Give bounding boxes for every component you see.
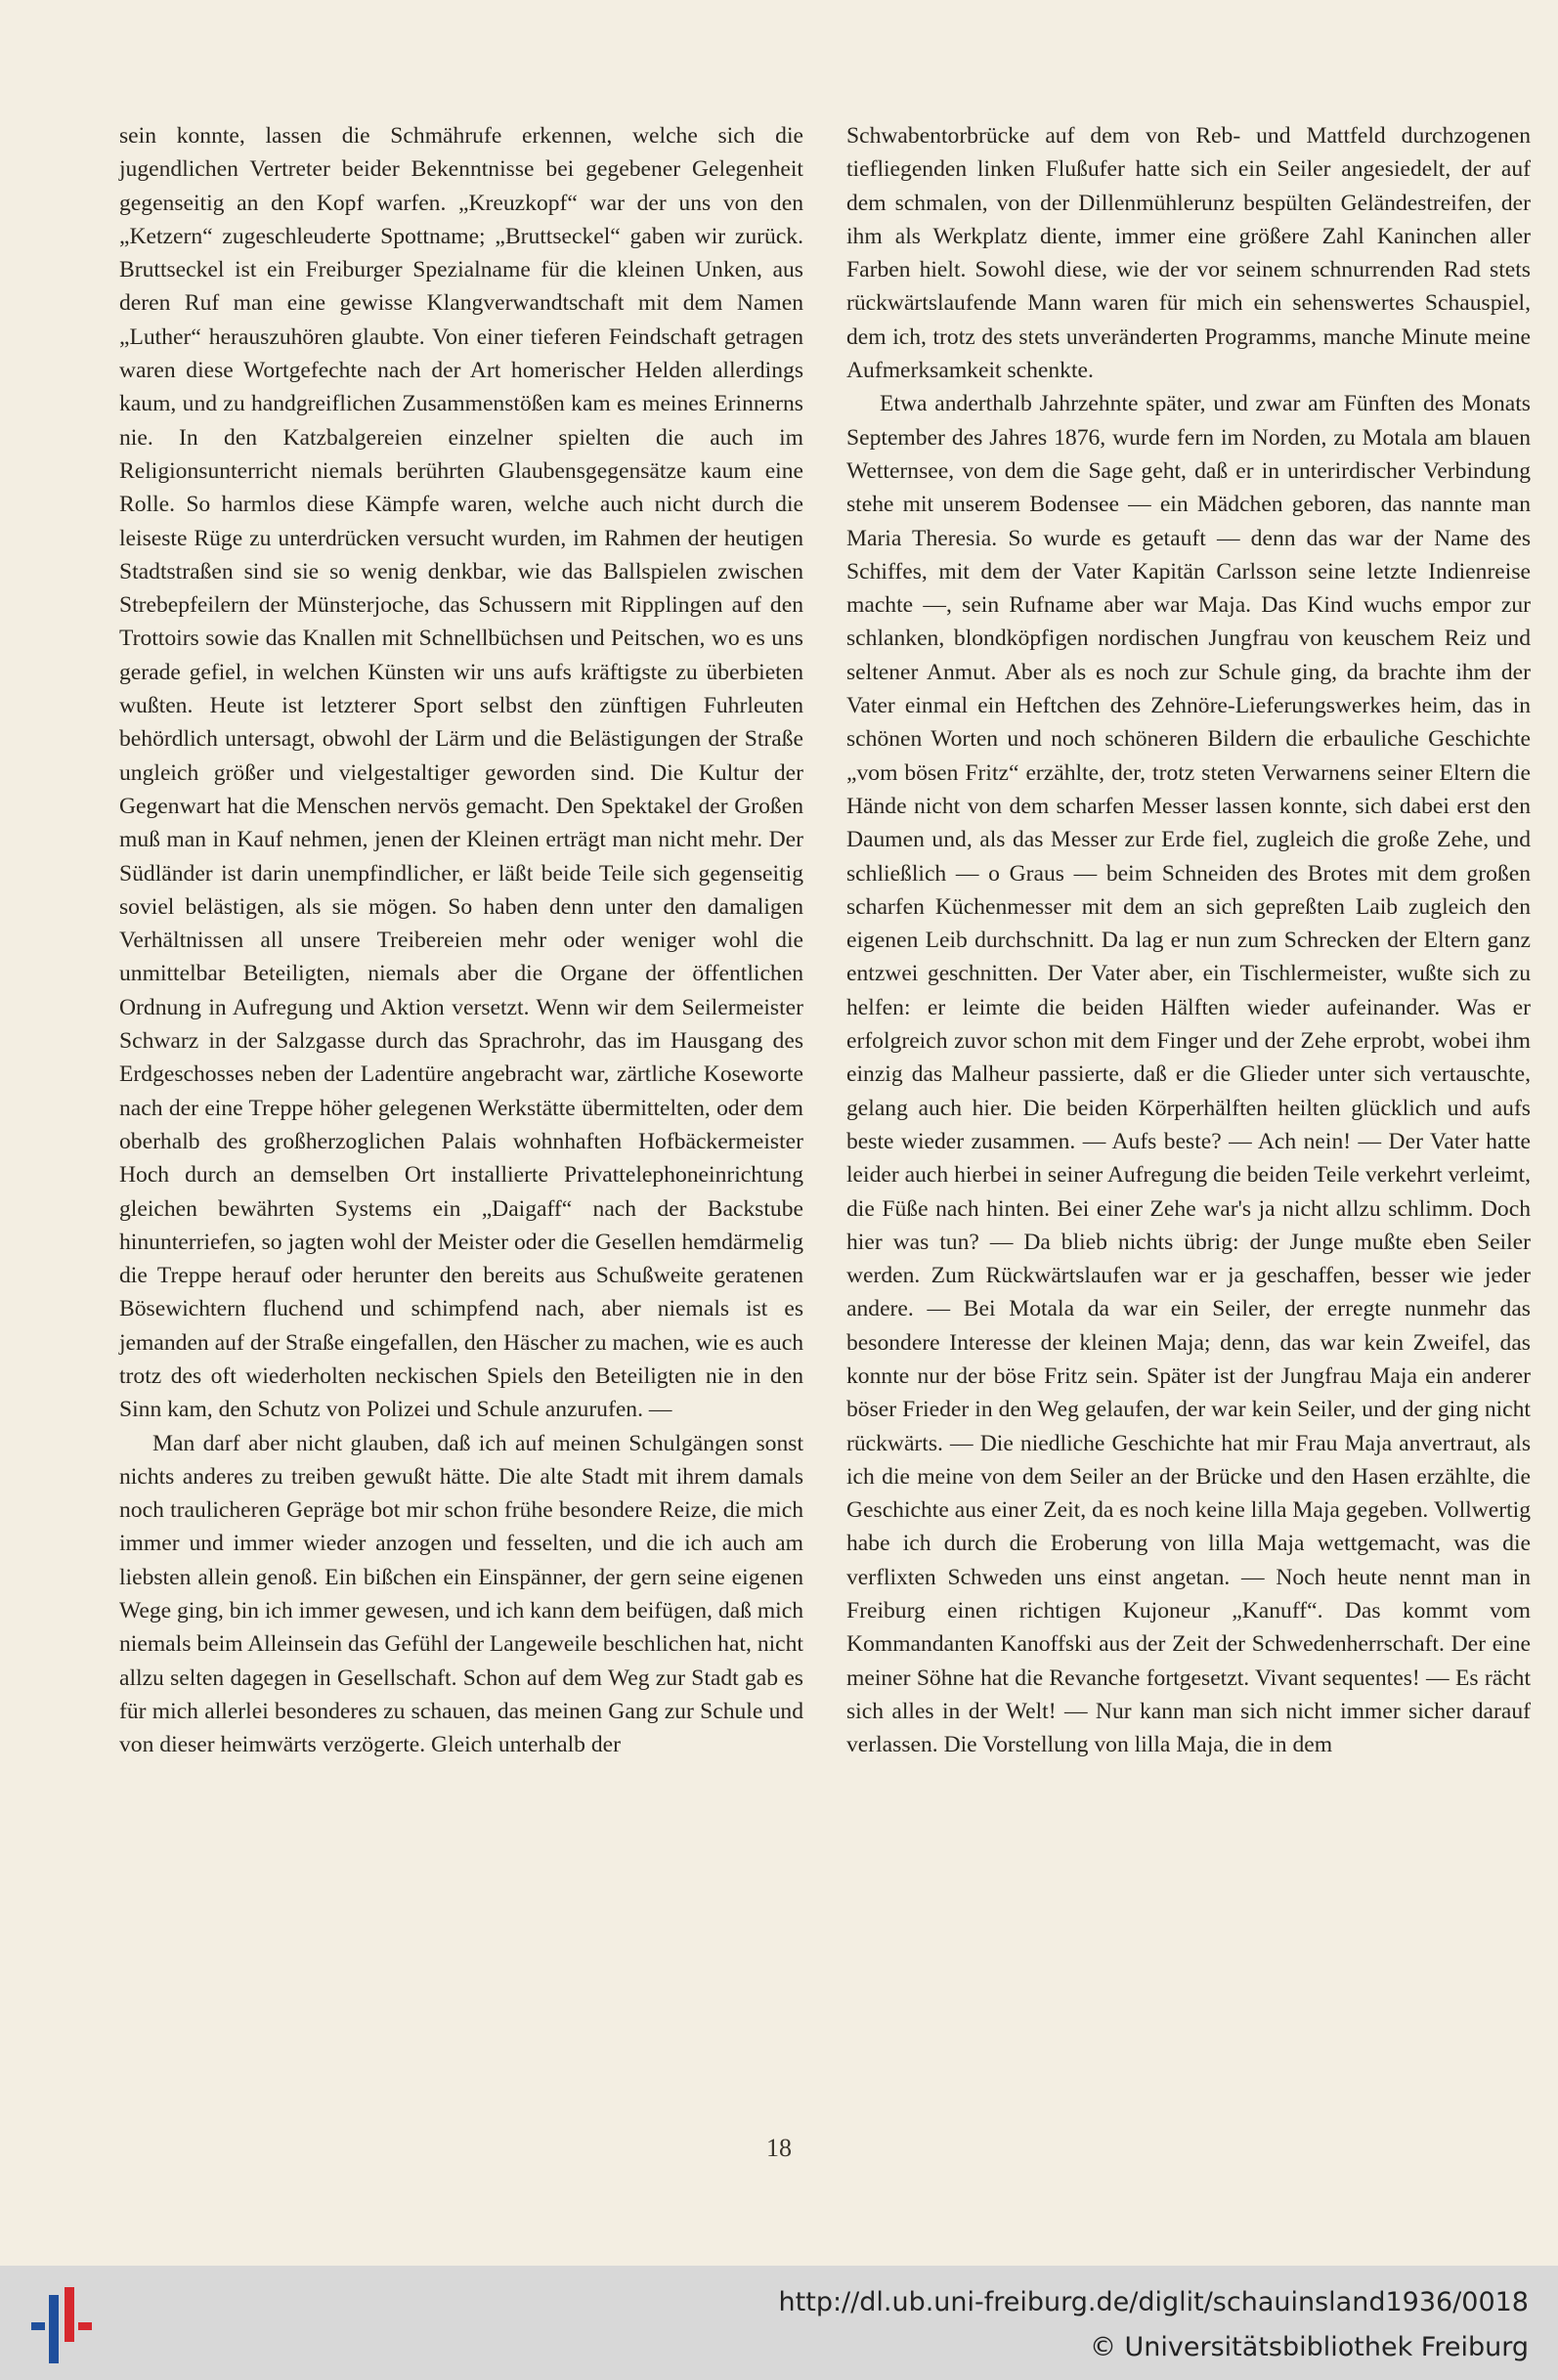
paragraph: Man darf aber nicht glauben, daß ich auf meinen Schulgängen sonst nichts anderes zu treiben gewußt hätte. Die alte Stadt mit ihrem damals noch traulicheren Gepräge bot mir schon frühe besondere Reize, die mich immer und immer wieder anzogen und fesselten, und die ich auch am liebsten allein genoß. Ein bißchen ein Einspänner, der gern seine eigenen Wege ging, bin ich immer gewesen, und ich kann dem beifügen, daß mich niemals beim Alleinsein das Gefühl der Langeweile beschlichen hat, nicht allzu selten dagegen in Gesellschaft. Schon auf dem Weg zur Stadt gab es für mich allerlei besonderes zu schauen, das meinen Gang zur Schule und von dieser heimwärts verzögerte. Gleich unterhalb der — [119, 1430, 803, 1758]
paragraph: Etwa anderthalb Jahrzehnte später, und zwar am Fünften des Monats September des Jahres 1876, wurde fern im Norden, zu Motala am blauen Wetternsee, von dem die Sage geht, daß er in unterirdischer Verbindung stehe mit unserem Bodensee — ein Mädchen geboren, das nannte man Maria Theresia. So wurde es getauft — denn das war der Name des Schiffes, mit dem der Vater Kapitän Carlsson seine letzte Indienreise machte —, sein Rufname aber war Maja. Das Kind wuchs empor zur schlanken, blondköpfigen nordischen Jungfrau von keuschem Reiz und seltener Anmut. Aber als es noch zur Schule ging, da brachte ihm der Vater einmal ein Heftchen des Zehnöre-Lieferungswerkes heim, das in schönen Worten und noch schöneren Bildern die erbauliche Geschichte „vom bösen Fritz“ erzählte, der, trotz steten Verwarnens seiner Eltern die Hände nicht von dem scharfen Messer lassen konnte, sich dabei erst den Daumen und, als das Messer zur Erde fiel, zugleich die große Zehe, und schließlich — o Graus — beim Schneiden des Brotes mit dem großen scharfen Küchenmesser mit dem an sich gepreßten Laib zugleich den eigenen Leib durchschnitt. Da lag er nun zum Schrecken der Eltern ganz entzwei geschnitten. Der Vater aber, ein Tischlermeister, wußte sich zu helfen: er leimte die beiden Hälften wieder aufeinander. Was er erfolgreich zuvor schon mit dem Finger und der Zehe erprobt, wobei ihm einzig das Malheur passierte, daß er die Glieder unter sich vertauschte, gelang auch hier. Die beiden Körperhälften heilten glücklich und aufs beste wieder zusammen. — Aufs beste? — Ach nein! — Der Vater hatte leider auch hierbei in seiner Aufregung die beiden Teile verkehrt verleimt, die Füße nach hinten. Bei einer Zehe war's ja nicht allzu schlimm. Doch hier was tun? — Da blieb nichts übrig: der Junge mußte eben Seiler werden. Zum Rückwärtslaufen war er ja geschaffen, besser wie jeder andere. — Bei Motala da war ein Seiler, der erregte nunmehr das besondere Interesse der kleinen Maja; denn, das war kein Zweifel, das konnte nur der böse Fritz sein. Später ist der Jungfrau Maja ein anderer böser Frieder in den Weg gelaufen, der war kein Seiler, und der ging nicht rückwärts. — Die niedliche Geschichte hat mir Frau Maja anvertraut, als ich die meine von dem Seiler an der Brücke und den Hasen erzählte, die Geschichte aus einer Zeit, da es noch keine lilla Maja gegeben. Vollwertig habe ich durch die Eroberung von lilla Maja wettgemacht, was die verflixten Schweden uns einst angetan. — Noch heute nennt man in Freiburg einen richtigen Kujoneur „Kanuff“. Das kommt vom Kommandanten Kanoffski aus der Zeit der Schwedenherrschaft. Der eine meiner Söhne hat die Revanche fortgesetzt. Vivant sequentes! — Es rächt sich alles in der Welt! — Nur kann man sich nicht immer sicher darauf verlassen. Die Vorstellung von lilla Maja, die in dem — [846, 391, 1531, 1758]
source-url-link[interactable]: http://dl.ub.uni-freiburg.de/diglit/schauinsland1936/0018 — [778, 2287, 1529, 2317]
copyright-notice: © Universitätsbibliothek Freiburg — [1089, 2332, 1529, 2362]
page-number: 18 — [766, 2134, 792, 2162]
paragraph: sein konnte, lassen die Schmährufe erkennen, welche sich die jugendlichen Vertreter beider Bekenntnisse bei gegebener Gelegenheit gegenseitig an den Kopf warfen. „Kreuzkopf“ war der uns von den „Ketzern“ zugeschleuderte Spottname; „Bruttseckel“ gaben wir zurück. Bruttseckel ist ein Freiburger Spezialname für die kleinen Unken, aus deren Ruf man eine gewisse Klangverwandtschaft mit dem Namen „Luther“ herauszuhören glaubte. Von einer tieferen Feindschaft getragen waren diese Wortgefechte nach der Art homerischer Helden allerdings kaum, und zu handgreiflichen Zusammenstößen kam es meines Erinnerns nie. In den Katzbalgereien einzelner spielten die auch im Religionsunterricht niemals berührten Glaubensgegensätze kaum eine Rolle. So harmlos diese Kämpfe waren, welche auch nicht durch die leiseste Rüge zu unterdrücken versucht wurden, im Rahmen der heutigen Stadtstraßen sind sie so wenig denkbar, wie das Ballspielen zwischen Strebepfeilern der Münsterjoche, das Schussern mit Ripplingen auf den Trottoirs sowie das Knallen mit Schnellbüchsen und Peitschen, wo es uns gerade gefiel, in welchen Künsten wir uns aufs kräftigste zu überbieten wußten. Heute ist letzterer Sport selbst den zünftigen Fuhrleuten behördlich untersagt, obwohl der Lärm und die Belästigungen der Straße ungleich größer und vielgestaltiger geworden sind. Die Kultur der Gegenwart hat die Menschen nervös gemacht. Den Spektakel der Großen muß man in Kauf nehmen, jenen der Kleinen erträgt man nicht mehr. Der Südländer ist darin unempfindlicher, er läßt beide Teile sich gegenseitig soviel belästigen, als sie mögen. So haben denn unter den damaligen Verhältnissen all unsere Treibereien mehr oder weniger wohl die unmittelbar Beteiligten, niemals aber die Organe der öffentlichen Ordnung in Aufregung und Aktion versetzt. Wenn wir dem Seilermeister Schwarz in der Salzgasse durch das Sprachrohr, das im Hausgang des Erdgeschosses neben der Ladentüre angebracht war, zärtliche Koseworte nach der eine Treppe höher gelegenen Werkstätte übermittelten, oder dem oberhalb des großherzoglichen Palais wohnhaften Hofbäckermeister Hoch durch an demselben Ort installierte Privattelephoneinrichtung gleichen bewährten Systems ein „Daigaff“ nach der Backstube hinunterriefen, so jagten wohl der Meister oder die Gesellen hemdärmelig die Treppe herauf oder herunter den bereits aus Schußweite geratenen Bösewichtern fluchend und schimpfend nach, aber niemals ist es jemanden auf der Straße eingefallen, den Häscher zu machen, wie es auch trotz des oft wiederholten neckischen Spiels den Beteiligten nie in den Sinn kam, den Schutz von Polizei und Schule anzurufen. — — [119, 123, 803, 1423]
paragraph: Schwabentorbrücke auf dem von Reb- und Mattfeld durchzogenen tiefliegenden linken Flußufer hatte sich ein Seiler angesiedelt, der auf dem schmalen, von der Dillenmühlerunz bespülten Geländestreifen, der ihm als Werkplatz diente, immer eine größere Zahl Kaninchen aller Farben hielt. Sowohl diese, wie der vor seinem schnurrenden Rad stets rückwärtslaufende Mann waren für mich ein sehenswertes Schauspiel, dem ich, trotz des stets unveränderten Programms, manche Minute meine Aufmerksamkeit schenkte. — [846, 123, 1531, 384]
text-column-right — [846, 119, 1531, 1762]
text-column-left — [119, 119, 803, 1762]
university-library-logo-icon — [27, 2283, 96, 2367]
footer-bar — [0, 2266, 1558, 2380]
